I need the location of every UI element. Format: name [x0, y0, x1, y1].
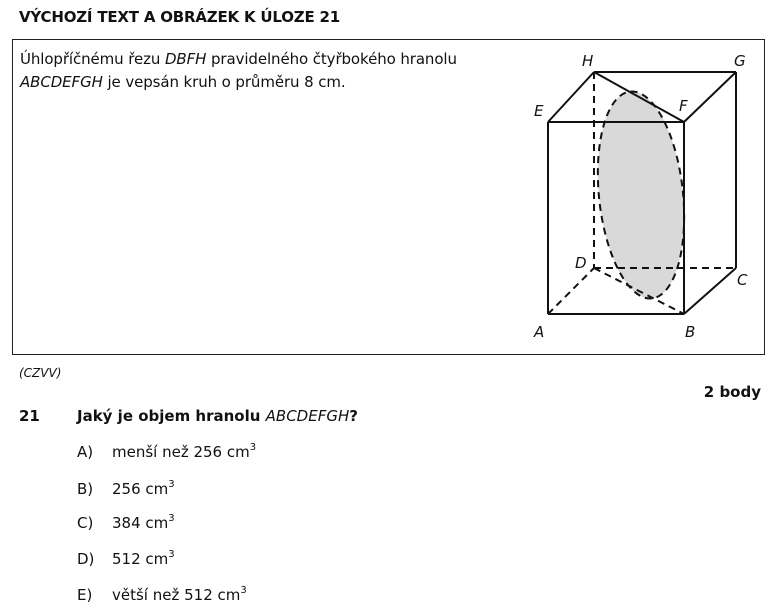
edge-eh	[548, 72, 594, 122]
option-text: 512 cm	[112, 550, 169, 568]
question-number: 21	[19, 407, 40, 425]
label-f: F	[679, 97, 688, 115]
prism-figure	[520, 45, 760, 345]
question-mark: ?	[349, 407, 358, 425]
option-unit-exponent: 3	[168, 479, 175, 490]
label-e: E	[534, 102, 544, 120]
intro-section-name: DBFH	[164, 50, 207, 68]
option-e[interactable]	[77, 586, 247, 604]
question-text-main: Jaký je objem hranolu	[77, 407, 266, 425]
option-letter: E)	[77, 586, 93, 604]
intro-prism-name: ABCDEFGH	[20, 73, 103, 91]
option-unit-exponent: 3	[168, 549, 175, 560]
option-letter: B)	[77, 480, 94, 498]
label-c: C	[737, 271, 748, 289]
label-h: H	[582, 52, 594, 70]
question-prism-name: ABCDEFGH	[265, 407, 350, 425]
option-text: 256 cm	[112, 480, 169, 498]
label-d: D	[575, 254, 587, 272]
intro-part3: je vepsán kruh o průměru 8 cm.	[102, 73, 346, 91]
option-text: větší než 512 cm	[112, 586, 241, 604]
source-credit: (CZVV)	[19, 366, 62, 380]
edge-fg	[684, 72, 736, 122]
option-b[interactable]	[77, 480, 175, 498]
option-d[interactable]	[77, 550, 175, 568]
option-a[interactable]	[77, 443, 256, 461]
intro-text	[20, 48, 490, 94]
label-b: B	[685, 323, 696, 341]
question-text	[77, 407, 358, 425]
option-unit-exponent: 3	[168, 513, 175, 524]
option-unit-exponent: 3	[240, 585, 247, 596]
option-unit-exponent: 3	[249, 442, 257, 453]
option-c[interactable]	[77, 514, 175, 532]
option-text: 384 cm	[112, 514, 169, 532]
intro-part1: Úhlopříčnému řezu	[20, 50, 165, 68]
option-letter: D)	[77, 550, 95, 568]
intro-part2: pravidelného čtyřbokého hranolu	[206, 50, 457, 68]
option-letter: A)	[77, 443, 94, 461]
label-g: G	[734, 52, 746, 70]
edge-ad	[548, 268, 594, 314]
option-letter: C)	[77, 514, 94, 532]
edge-bc	[684, 268, 736, 314]
points-value: 2 body	[703, 383, 761, 401]
option-text: menší než 256 cm	[112, 443, 250, 461]
section-heading: VÝCHOZÍ TEXT A OBRÁZEK K ÚLOZE 21	[19, 8, 340, 26]
label-a: A	[534, 323, 545, 341]
